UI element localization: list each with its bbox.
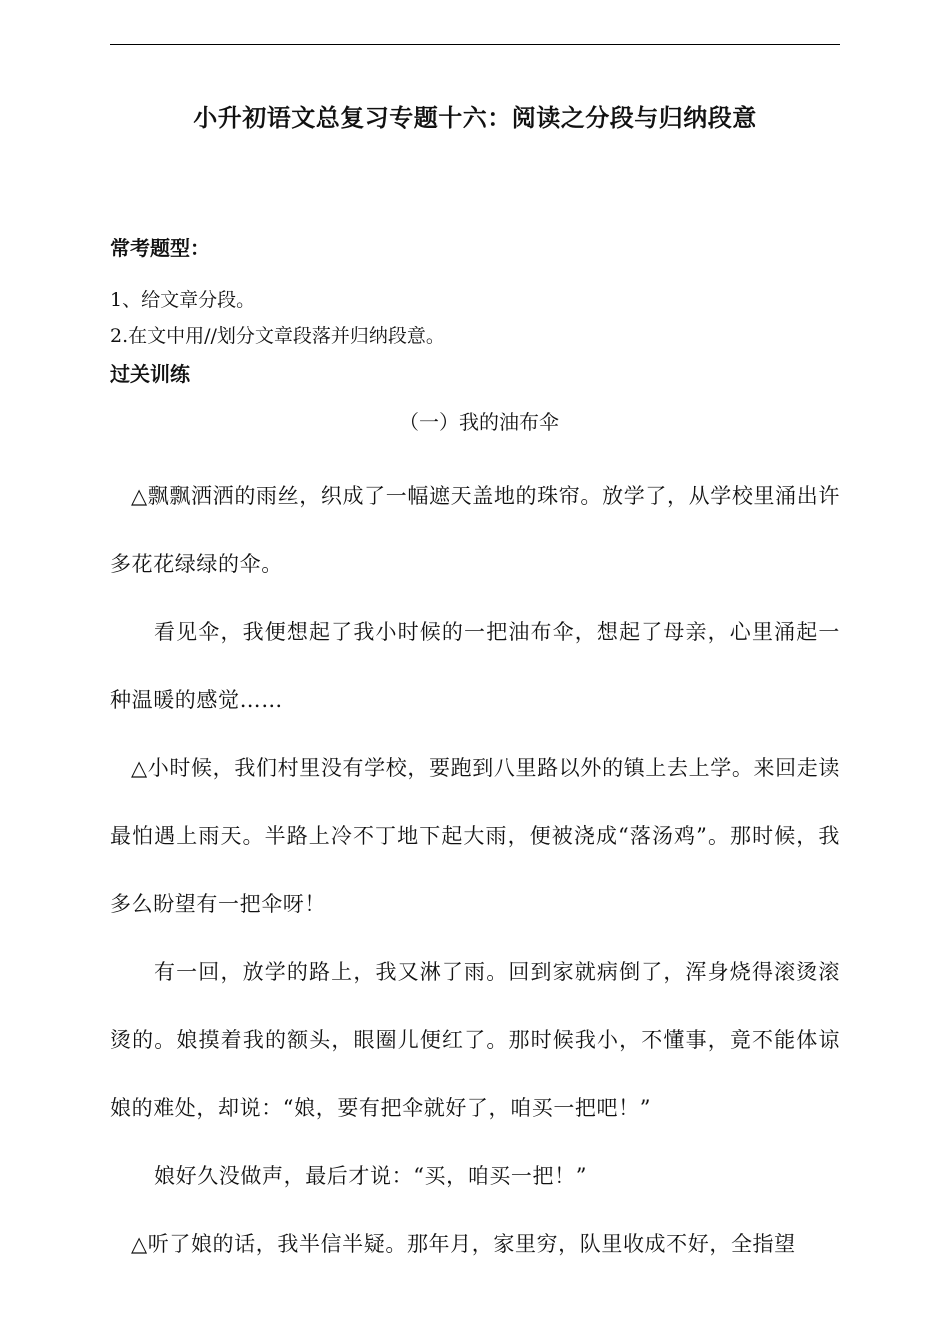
question-types-heading: 常考题型： [110, 236, 210, 260]
passage-paragraph-5: 娘好久没做声，最后才说：“买，咱买一把！” [154, 1164, 588, 1188]
question-type-item-1: 1、给文章分段。 [110, 289, 256, 311]
header-rule [110, 44, 840, 45]
training-heading: 过关训练 [110, 362, 190, 386]
passage-title: （一）我的油布伞 [399, 410, 559, 434]
passage-paragraph-2: 看见伞，我便想起了我小时候的一把油布伞，想起了母亲，心里涌起一种温暖的感觉…… [110, 620, 840, 712]
passage-paragraph-1: △飘飘洒洒的雨丝，织成了一幅遮天盖地的珠帘。放学了，从学校里涌出许多花花绿绿的伞。 [110, 484, 840, 576]
passage-paragraph-3: △小时候，我们村里没有学校，要跑到八里路以外的镇上去上学。来回走读最怕遇上雨天。半路上冷不丁地下起大雨，便被浇成“落汤鸡”。那时候，我多么盼望有一把伞呀！ [110, 756, 840, 916]
passage-paragraph-6: △听了娘的话，我半信半疑。那年月，家里穷，队里收成不好，全指望 [131, 1232, 796, 1256]
page-title: 小升初语文总复习专题十六：阅读之分段与归纳段意 [193, 104, 757, 132]
question-type-item-2: 2.在文中用//划分文章段落并归纳段意。 [110, 325, 445, 347]
passage-paragraph-4: 有一回，放学的路上，我又淋了雨。回到家就病倒了，浑身烧得滚烫滚烫的。娘摸着我的额头，眼圈儿便红了。那时候我小，不懂事，竟不能体谅娘的难处，却说：“娘，要有把伞就好了，咱买一把吧！” [110, 960, 840, 1120]
passage-body [110, 462, 840, 1278]
